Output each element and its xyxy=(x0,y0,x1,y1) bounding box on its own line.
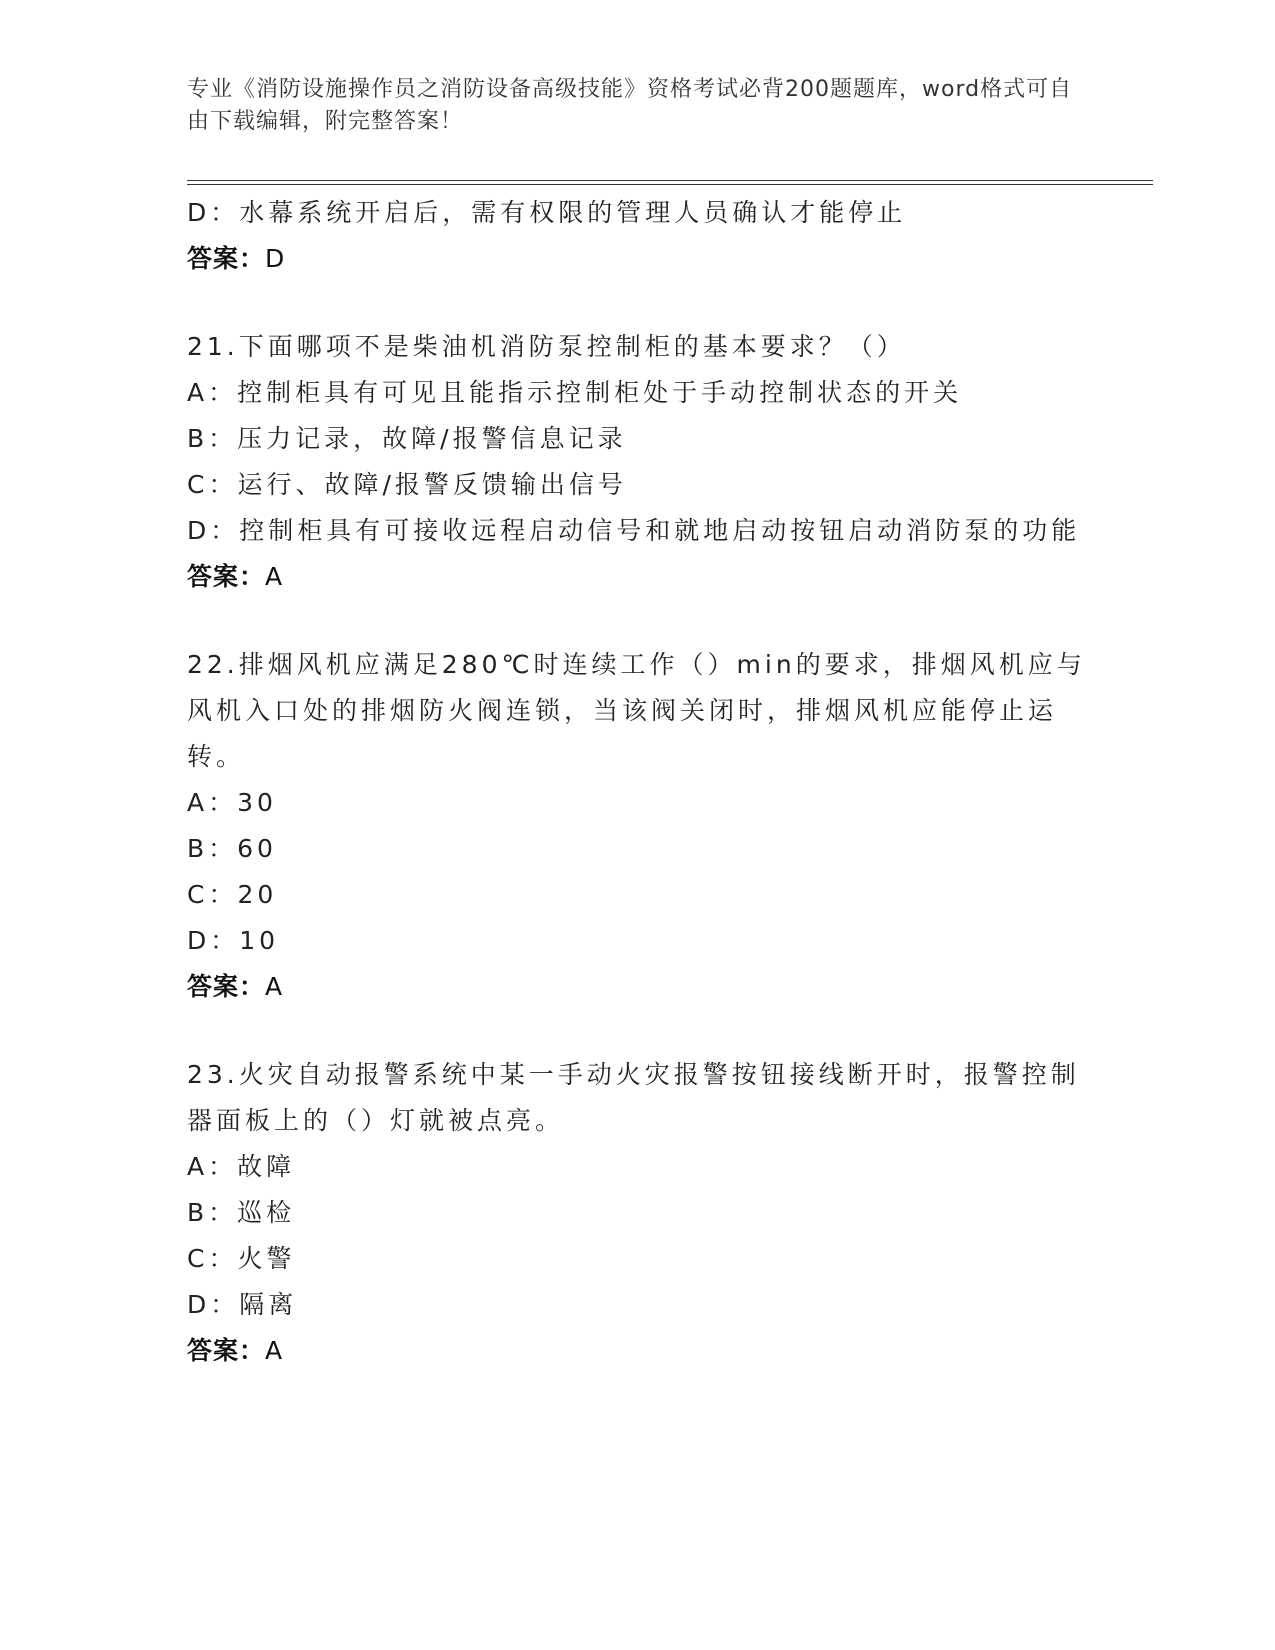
answer-line xyxy=(187,554,1087,600)
question-stem: 22.排烟风机应满足280℃时连续工作（）min的要求，排烟风机应与风机入口处的排烟防火阀连锁，当该阀关闭时，排烟风机应能停止运转。 xyxy=(187,650,1086,771)
document-header xyxy=(187,74,1087,138)
answer-label: 答案： xyxy=(187,562,266,591)
option-d: D：10 xyxy=(187,926,280,955)
question-stem: 21.下面哪项不是柴油机消防泵控制柜的基本要求？（） xyxy=(187,332,906,361)
question-20-tail xyxy=(187,190,1087,282)
answer-value: A xyxy=(265,1336,284,1365)
option-d: D：控制柜具有可接收远程启动信号和就地启动按钮启动消防泵的功能 xyxy=(187,516,1081,545)
option-d: D：隔离 xyxy=(187,1290,298,1319)
answer-line xyxy=(187,236,1087,282)
answer-value: D xyxy=(265,244,286,273)
answer-label: 答案： xyxy=(187,244,266,273)
answer-line xyxy=(187,964,1087,1010)
option-c: C：火警 xyxy=(187,1244,296,1273)
answer-value: A xyxy=(265,562,284,591)
question-22 xyxy=(187,642,1087,1010)
answer-label: 答案： xyxy=(187,1336,266,1365)
option-b: B：巡检 xyxy=(187,1198,296,1227)
option-b: B：压力记录，故障/报警信息记录 xyxy=(187,424,627,453)
question-23 xyxy=(187,1052,1087,1374)
question-stem: 23.火灾自动报警系统中某一手动火灾报警按钮接线断开时，报警控制器面板上的（）灯就被点亮。 xyxy=(187,1060,1080,1135)
option-b: B：60 xyxy=(187,834,277,863)
header-divider-top xyxy=(187,180,1153,181)
option-a: A：故障 xyxy=(187,1152,296,1181)
answer-label: 答案： xyxy=(187,972,266,1001)
option-c: C：运行、故障/报警反馈输出信号 xyxy=(187,470,627,499)
header-text: 专业《消防设施操作员之消防设备高级技能》资格考试必背200题题库，word格式可自由下载编辑，附完整答案！ xyxy=(187,77,1073,134)
option-a: A：30 xyxy=(187,788,277,817)
answer-line xyxy=(187,1328,1087,1374)
header-divider-bottom xyxy=(187,184,1153,185)
answer-value: A xyxy=(265,972,284,1001)
question-list xyxy=(187,190,1087,1374)
option-a: A：控制柜具有可见且能指示控制柜处于手动控制状态的开关 xyxy=(187,378,963,407)
option-d: D：水幕系统开启后，需有权限的管理人员确认才能停止 xyxy=(187,198,907,227)
question-21 xyxy=(187,324,1087,600)
option-c: C：20 xyxy=(187,880,278,909)
